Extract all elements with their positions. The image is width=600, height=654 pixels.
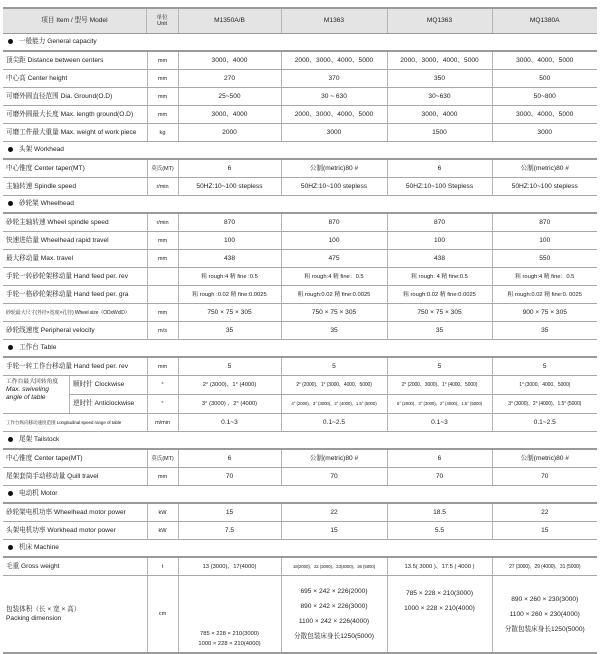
row-value: 100 xyxy=(492,232,597,250)
packing-label-en: Packing dimension xyxy=(6,615,62,622)
row-unit: mm xyxy=(147,250,178,268)
row-label: 毛重 Gross weight xyxy=(3,557,147,576)
row-value: 70 xyxy=(178,468,281,486)
packing-line: 分散包装床身长1250(5000) xyxy=(294,633,374,640)
row-value: 50HZ:10~100 stepless xyxy=(281,178,387,196)
row-value: 100 xyxy=(281,232,387,250)
row-value: 5° (2000)、3° (3000)、2° (4000)、1.5° (5000) xyxy=(387,395,492,414)
table-row xyxy=(3,213,597,232)
spec-table xyxy=(3,7,597,654)
table-row xyxy=(3,124,597,142)
table-row xyxy=(3,376,597,395)
row-value: 27 (3000)、29 (4000)、31 (5000) xyxy=(492,557,597,576)
row-value xyxy=(178,576,281,654)
row-value: 3° (3000) 、2° (4000) xyxy=(178,395,281,414)
swivel-direction-cells xyxy=(69,376,147,413)
section-title: 电动机 Motor xyxy=(19,490,58,497)
header-row xyxy=(3,8,597,34)
row-value: 70 xyxy=(281,468,387,486)
anticlockwise-label: 逆时针 Anticlockwise xyxy=(73,400,135,407)
table-row xyxy=(3,232,597,250)
table-row xyxy=(3,503,597,522)
row-value: 550 xyxy=(492,250,597,268)
row-value: 18(2000)、22 (3000)、23(4000)、26 (5000) xyxy=(281,557,387,576)
row-value: 3000、4000、5000 xyxy=(492,51,597,70)
row-unit: 莫氏(MT) xyxy=(147,159,178,178)
swivel-label-cn: 工作台最大回转角度 xyxy=(6,379,59,385)
row-value: 5 xyxy=(492,357,597,376)
row-value: 22 xyxy=(281,503,387,522)
row-value: 50~800 xyxy=(492,88,597,106)
row-unit: mm xyxy=(147,51,178,70)
table-row xyxy=(3,468,597,486)
row-value: 25~500 xyxy=(178,88,281,106)
spec-table-container xyxy=(3,7,597,654)
section-title: 尾架 Tailstock xyxy=(19,436,60,443)
row-value: 438 xyxy=(178,250,281,268)
row-unit: mm xyxy=(147,232,178,250)
bullet-icon xyxy=(8,345,13,350)
row-value: 22 xyxy=(492,503,597,522)
row-label: 手轮一转砂轮架移动量 Hand feed per. rev xyxy=(3,268,147,286)
section-title: 工作台 Table xyxy=(19,344,57,351)
row-unit: ° xyxy=(147,376,178,395)
row-value: 30 ~ 630 xyxy=(281,88,387,106)
row-value: 870 xyxy=(492,213,597,232)
packing-line: 1100 × 242 × 226(4000) xyxy=(298,618,370,625)
row-label xyxy=(3,576,147,654)
row-label: 最大移动量 Max. travel xyxy=(3,250,147,268)
row-unit: 莫氏(MT) xyxy=(147,449,178,468)
row-value: 15 xyxy=(492,522,597,540)
row-unit: mm xyxy=(147,357,178,376)
table-row xyxy=(3,357,597,376)
table-row xyxy=(3,178,597,196)
row-value xyxy=(387,576,492,654)
row-value: 5.5 xyxy=(387,522,492,540)
row-label: 工作台纵向移动速度范围 Longitudinal speed range of table xyxy=(3,414,147,432)
row-value: 粗 rough:4 精 fine：0.5 xyxy=(492,268,597,286)
section-title: 头架 Workhead xyxy=(19,146,64,153)
row-label: 快速进给量 Wheelhead rapid travel xyxy=(3,232,147,250)
row-unit: cm xyxy=(147,576,178,654)
header-unit-en: Unit xyxy=(157,21,168,27)
row-unit: mm xyxy=(147,88,178,106)
row-unit xyxy=(147,268,178,286)
row-value: 公制(metric)80 # xyxy=(281,449,387,468)
swivel-label-cell xyxy=(3,376,147,414)
clockwise-label: 顺时针 Clockwise xyxy=(70,376,147,395)
row-value: 50HZ:10~100 Stepless xyxy=(387,178,492,196)
section-table xyxy=(3,340,597,358)
row-label: 手轮一格砂轮架移动量 Hand feed per. gra xyxy=(3,286,147,304)
section-title: 砂轮架 Wheelhead xyxy=(19,200,74,207)
row-value: 3000、4000 xyxy=(178,106,281,124)
row-value: 370 xyxy=(281,70,387,88)
row-value: 50HZ:10~100 stepless xyxy=(178,178,281,196)
row-value: 35 xyxy=(387,322,492,340)
row-unit: kW xyxy=(147,503,178,522)
header-item-unit xyxy=(3,8,178,34)
header-model: MQ1363 xyxy=(387,8,492,34)
row-value: 270 xyxy=(178,70,281,88)
row-value: 3° (3000)、2° (4000)、1.5° (5000) xyxy=(492,395,597,414)
packing-line: 785 × 228 × 210(3000) xyxy=(405,590,474,597)
row-value: 粗 rough:4 精 fine :0.5 xyxy=(178,268,281,286)
table-row xyxy=(3,70,597,88)
table-row xyxy=(3,268,597,286)
packing-label-cn: 包装体积（长 × 宽 × 高） xyxy=(6,606,81,613)
row-label: 可磨外圆直径范围 Dia. Ground(O.D) xyxy=(3,88,147,106)
section-tailstock xyxy=(3,432,597,450)
row-value: 500 xyxy=(492,70,597,88)
row-value: 5 xyxy=(281,357,387,376)
row-value: 13.5( 3000 )、17.5 ( 4000 ) xyxy=(387,557,492,576)
row-value: 13 (3000)、17(4000) xyxy=(178,557,281,576)
section-machine xyxy=(3,540,597,558)
row-value: 5 xyxy=(387,357,492,376)
row-label: 砂轮架电机功率 Wheelhead motor power xyxy=(3,503,147,522)
table-row xyxy=(3,557,597,576)
row-unit: m/s xyxy=(147,322,178,340)
row-unit: r/min xyxy=(147,178,178,196)
row-unit: t xyxy=(147,557,178,576)
row-value: 70 xyxy=(492,468,597,486)
table-row xyxy=(3,159,597,178)
row-unit: kg xyxy=(147,124,178,142)
row-unit: mm xyxy=(147,304,178,322)
row-value: 18.5 xyxy=(387,503,492,522)
row-value: 100 xyxy=(178,232,281,250)
row-value: 2° (3000)、1° (4000) xyxy=(178,376,281,395)
section-general xyxy=(3,34,597,52)
row-label: 砂轮最大尺寸(外径×宽度×孔径) Wheel size（ODxWxID） xyxy=(3,304,147,322)
table-row xyxy=(3,322,597,340)
row-unit: mm xyxy=(147,106,178,124)
row-value: 粗 rough:0.02 精 fine:0.0025 xyxy=(281,286,387,304)
bullet-icon xyxy=(8,147,13,152)
section-title: 机床 Machine xyxy=(19,544,59,551)
section-wheelhead xyxy=(3,196,597,214)
row-unit: mm xyxy=(147,468,178,486)
header-model: M1363 xyxy=(281,8,387,34)
row-unit: kW xyxy=(147,522,178,540)
table-row xyxy=(3,250,597,268)
row-value: 750 × 75 × 305 xyxy=(281,304,387,322)
bullet-icon xyxy=(8,39,13,44)
row-value: 公制(metric)80 # xyxy=(281,159,387,178)
row-value: 3000 xyxy=(492,124,597,142)
row-unit xyxy=(147,286,178,304)
row-value: 2° (2000、3000)、1° (4000、5000) xyxy=(387,376,492,395)
row-label: 顶尖距 Distance between centers xyxy=(3,51,147,70)
packing-line: 1100 × 260 × 230(4000) xyxy=(509,610,580,618)
packing-line: 890 × 260 × 230(3000) xyxy=(511,595,579,603)
row-value: 0.1~2.5 xyxy=(281,414,387,432)
row-value: 粗 rough:4 精 fine：0.5 xyxy=(281,268,387,286)
row-value: 35 xyxy=(178,322,281,340)
row-value: 3000、4000、5000 xyxy=(492,106,597,124)
section-title: 一般能力 General capacity xyxy=(19,38,97,45)
row-value: 15 xyxy=(281,522,387,540)
row-value: 0.1~2.5 xyxy=(492,414,597,432)
row-value: 870 xyxy=(281,213,387,232)
table-row xyxy=(3,88,597,106)
row-label: 中心锥度 Center taper(MT) xyxy=(3,159,147,178)
row-value: 35 xyxy=(281,322,387,340)
bullet-icon xyxy=(8,491,13,496)
table-row xyxy=(3,449,597,468)
row-value: 15 xyxy=(178,503,281,522)
bullet-icon xyxy=(8,545,13,550)
header-item: 项目 Item / 型号 Model xyxy=(41,17,108,24)
row-value: 2000、3000、4000、5000 xyxy=(387,51,492,70)
row-value: 475 xyxy=(281,250,387,268)
row-value: 0.1~3 xyxy=(387,414,492,432)
row-value: 1500 xyxy=(387,124,492,142)
row-label: 砂轮主轴转速 Wheel spindle speed xyxy=(3,213,147,232)
table-row xyxy=(3,576,597,654)
packing-line: 1000 × 228 × 210(4000) xyxy=(404,605,475,612)
section-workhead xyxy=(3,142,597,160)
row-value: 粗 rough:0.02 精 fine:0.0025 xyxy=(387,286,492,304)
row-value: 350 xyxy=(387,70,492,88)
table-row xyxy=(3,51,597,70)
row-label: 可磨工件最大重量 Max. weight of work piece xyxy=(3,124,147,142)
row-value: 4° (2000)、3° (3000)、2° (4000)、1.5° (5000) xyxy=(281,395,387,414)
bullet-icon xyxy=(8,201,13,206)
row-unit: m/min xyxy=(147,414,178,432)
row-label: 中心高 Center height xyxy=(3,70,147,88)
row-value: 100 xyxy=(387,232,492,250)
row-label: 尾架套筒手动移动量 Quill travel xyxy=(3,468,147,486)
row-label: 砂轮线速度 Peripheral velocity xyxy=(3,322,147,340)
row-value: 750 × 75 × 305 xyxy=(178,304,281,322)
row-value: 870 xyxy=(387,213,492,232)
row-value: 粗 rough: 4 精 fine:0.5 xyxy=(387,268,492,286)
table-row xyxy=(3,414,597,432)
row-value: 公制(metric)80 # xyxy=(492,449,597,468)
row-value: 6 xyxy=(178,159,281,178)
row-unit: ° xyxy=(147,395,178,414)
header-unit xyxy=(146,9,178,33)
row-value: 438 xyxy=(387,250,492,268)
row-value: 35 xyxy=(492,322,597,340)
row-label: 主轴转速 Spindle speed xyxy=(3,178,147,196)
row-value: 3000 xyxy=(281,124,387,142)
row-value: 1° (3000、4000、5000) xyxy=(492,376,597,395)
table-row xyxy=(3,522,597,540)
row-label: 头架电机功率 Workhead motor power xyxy=(3,522,147,540)
table-row xyxy=(3,286,597,304)
row-value: 6 xyxy=(387,449,492,468)
row-value: 粗 rough :0.02 精 fine:0.0025 xyxy=(178,286,281,304)
header-model: M1350A/B xyxy=(178,8,281,34)
row-value: 粗 rough:0.02 精 fine:0. 0025 xyxy=(492,286,597,304)
row-value: 6 xyxy=(178,449,281,468)
row-value: 70 xyxy=(387,468,492,486)
table-row xyxy=(3,106,597,124)
row-value xyxy=(281,576,387,654)
packing-line: 890 × 242 × 226(3000) xyxy=(300,603,368,610)
header-unit-cn: 单位 xyxy=(156,15,168,21)
row-value: 6 xyxy=(387,159,492,178)
row-value: 0.1~3 xyxy=(178,414,281,432)
row-value: 3000、4000 xyxy=(387,106,492,124)
bullet-icon xyxy=(8,437,13,442)
swivel-label xyxy=(3,376,69,413)
header-model: MQ1380A xyxy=(492,8,597,34)
row-value: 870 xyxy=(178,213,281,232)
row-value: 7.5 xyxy=(178,522,281,540)
row-label: 中心锥度 Center tape(MT) xyxy=(3,449,147,468)
row-value: 50HZ:10~100 stepless xyxy=(492,178,597,196)
row-value: 2000、3000、4000、5000 xyxy=(281,106,387,124)
row-unit: mm xyxy=(147,70,178,88)
section-motor xyxy=(3,486,597,504)
table-row xyxy=(3,304,597,322)
row-value: 900 × 75 × 305 xyxy=(492,304,597,322)
row-value: 2000 xyxy=(178,124,281,142)
row-value xyxy=(492,576,597,654)
swivel-label-en: Max. swiveling angle of table xyxy=(6,386,49,401)
packing-line: 1000 × 228 × 210(4000) xyxy=(198,641,261,647)
row-value: 3000、4000 xyxy=(178,51,281,70)
packing-line: 分散包装床身长1250(5000) xyxy=(504,625,585,633)
packing-line: 785 × 228 × 210(3000) xyxy=(200,631,259,637)
row-unit: r/min xyxy=(147,213,178,232)
row-value: 30~630 xyxy=(387,88,492,106)
packing-line: 695 × 242 × 226(2000) xyxy=(300,588,368,595)
row-value: 公制(metric)80 # xyxy=(492,159,597,178)
row-label: 可磨外圆最大长度 Max. length ground(O.D) xyxy=(3,106,147,124)
row-label: 手轮一转工作台移动量 Hand feed per. rev xyxy=(3,357,147,376)
row-value: 5 xyxy=(178,357,281,376)
row-value: 2000、3000、4000、5000 xyxy=(281,51,387,70)
row-value: 2° (2000)、1° (3000、4000、5000) xyxy=(281,376,387,395)
row-value: 750 × 75 × 305 xyxy=(387,304,492,322)
